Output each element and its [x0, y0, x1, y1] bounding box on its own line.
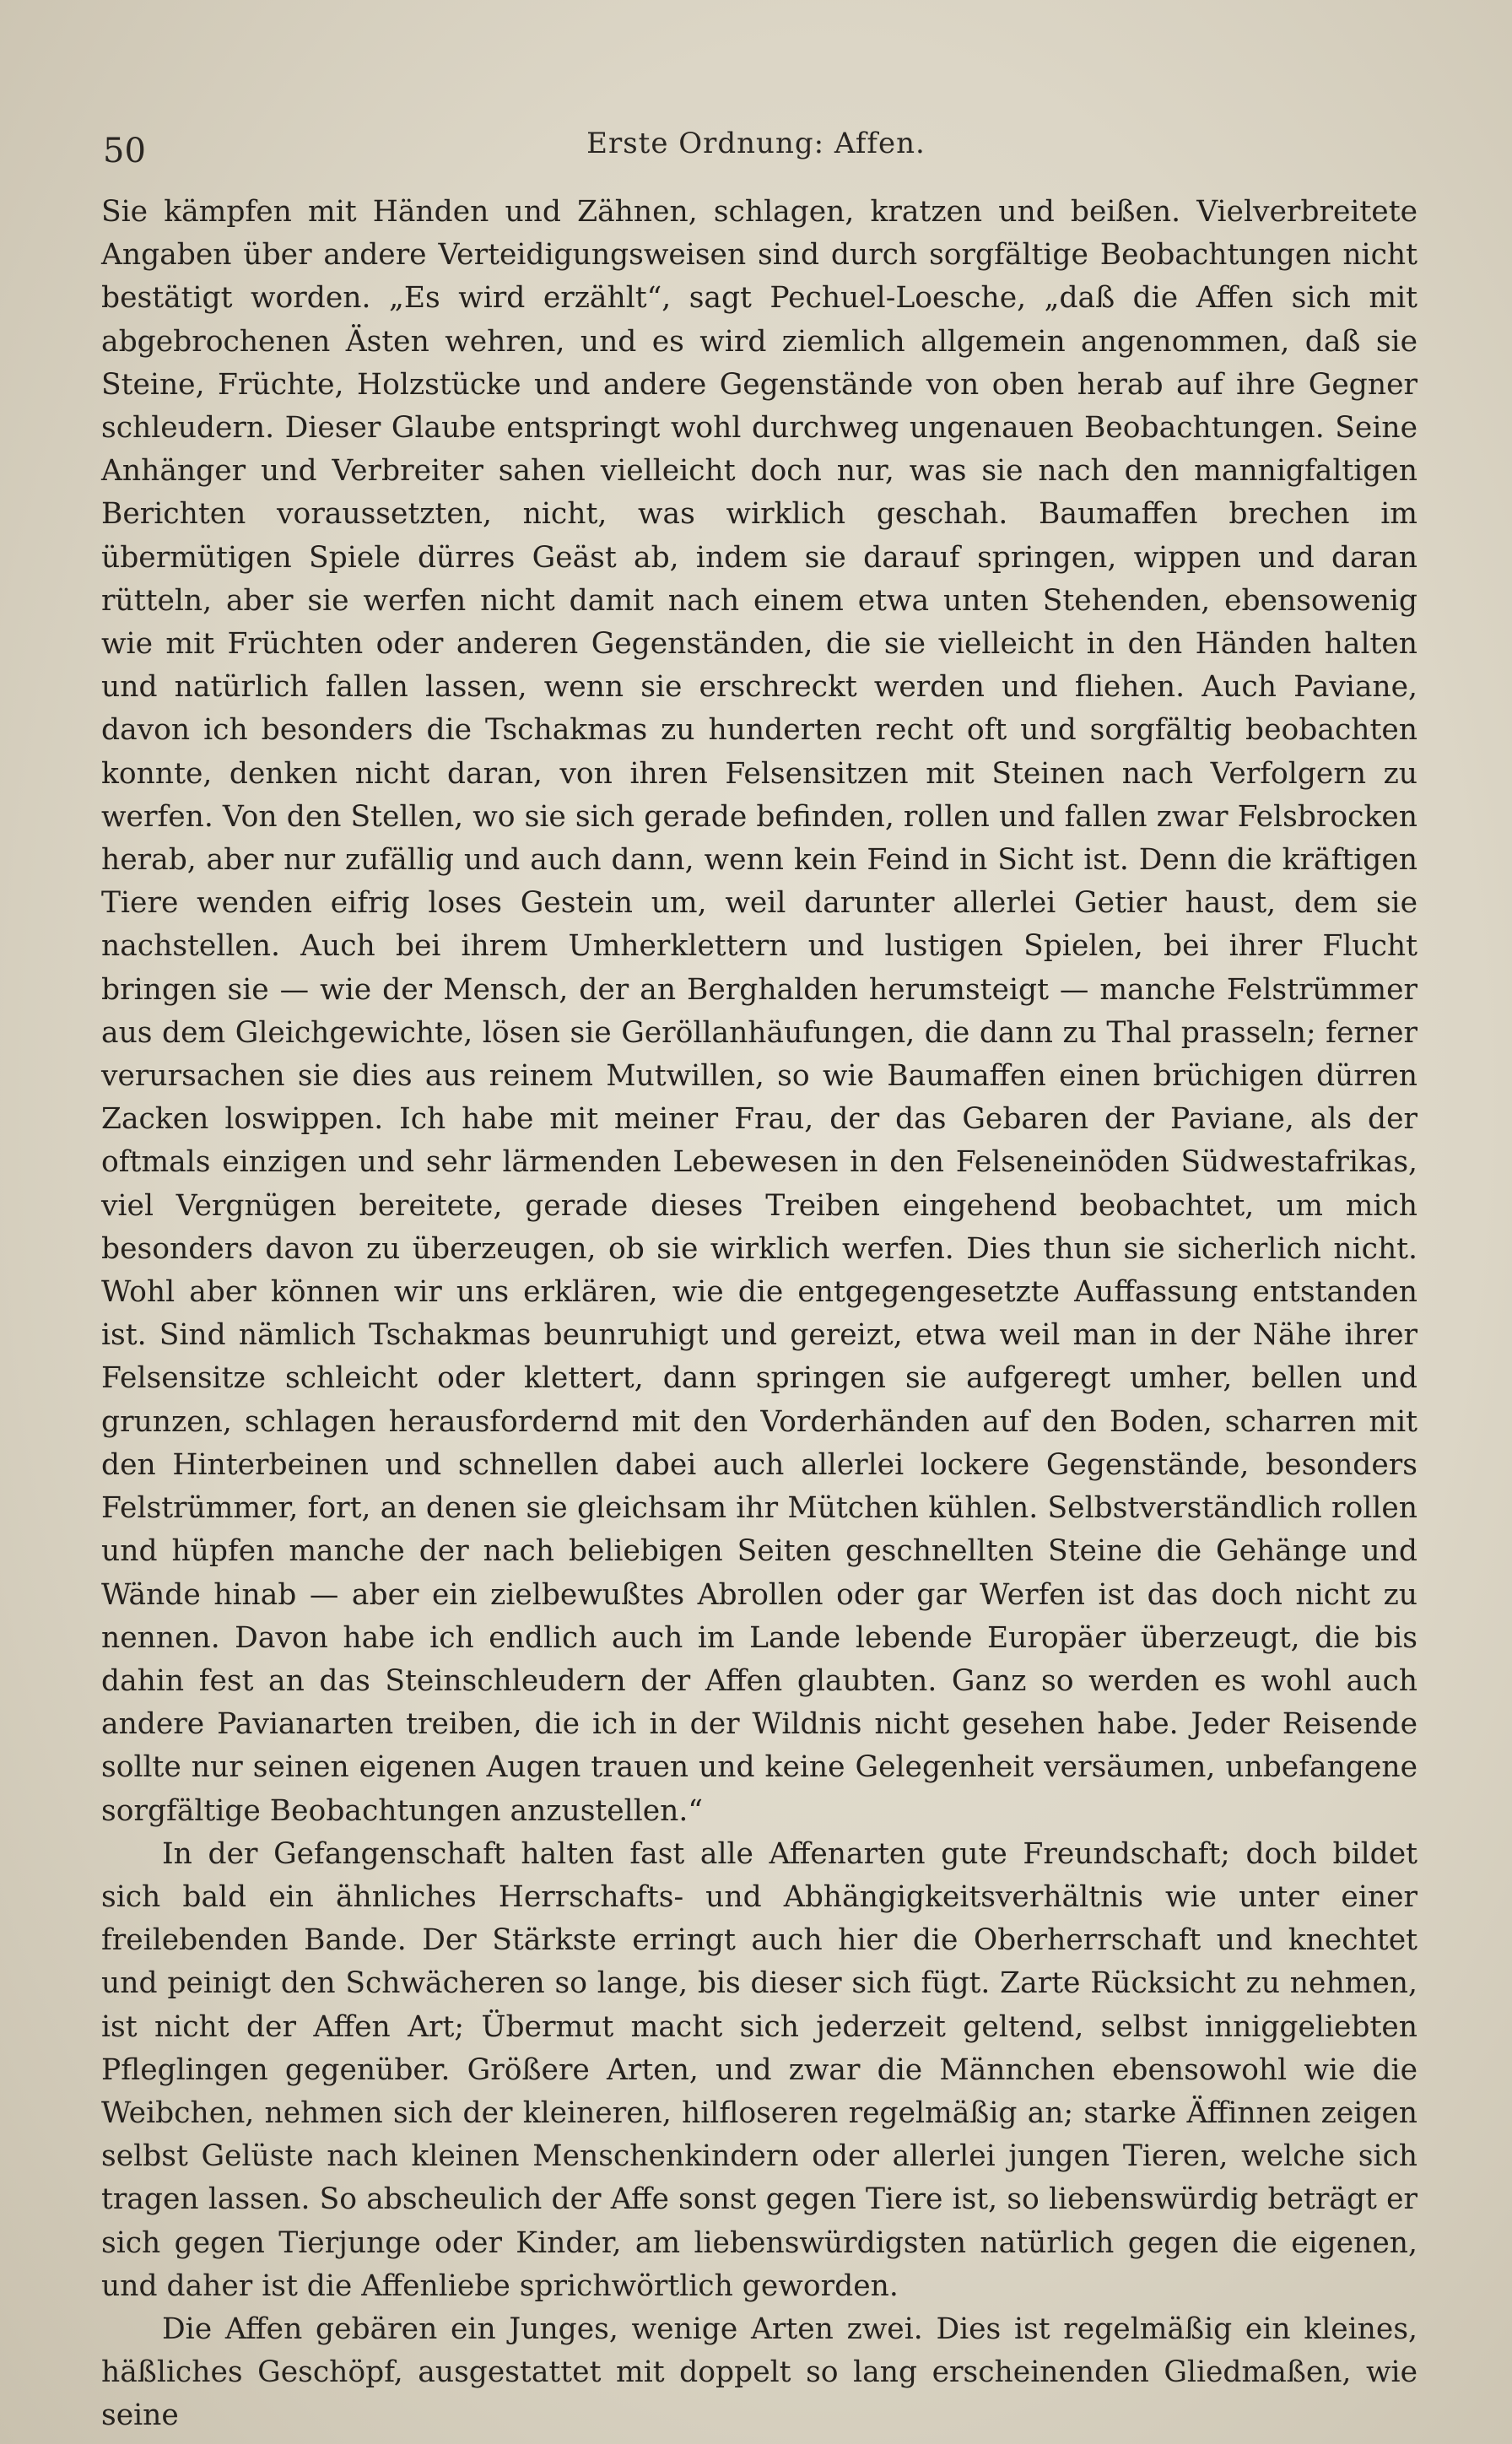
paragraph-2: In der Gefangenschaft halten fast alle Affenarten gute Freundschaft; doch bildet sich bald ein ähnliches Herrschafts- und Abhängigkeitsverhältnis wie unter einer freilebenden Bande. Der Stärkste erringt auch hier die Oberherrschaft und knechtet und peinigt den Schwächeren so lange, bis dieser sich fügt. Zarte Rücksicht zu nehmen, ist nicht der Affen Art; Übermut macht sich jederzeit geltend, selbst inniggeliebten Pfleglingen gegenüber. Größere Arten, und zwar die Männchen ebensowohl wie die Weibchen, nehmen sich der kleineren, hilfloseren regelmäßig an; starke Äffinnen zeigen selbst Gelüste nach kleinen Menschenkindern oder allerlei jungen Tieren, welche sich tragen lassen. So abscheulich der Affe sonst gegen Tiere ist, so liebenswürdig beträgt er sich gegen Tierjunge oder Kinder, am liebenswürdigsten natürlich gegen die eigenen, und daher ist die Affenliebe sprichwörtlich geworden. — [101, 1836, 1418, 2303]
body-text — [101, 191, 1418, 2438]
paragraph-3: Die Affen gebären ein Junges, wenige Arten zwei. Dies ist regelmäßig ein kleines, häßliches Geschöpf, ausgestattet mit doppelt so lang erscheinenden Gliedmaßen, wie seine — [101, 2312, 1418, 2433]
paragraph-1: Sie kämpfen mit Händen und Zähnen, schlagen, kratzen und beißen. Vielverbreitete Angaben über andere Verteidigungsweisen sind durch sorgfältige Beobachtungen nicht bestätigt worden. „Es wird erzählt“, sagt Pechuel-Loesche, „daß die Affen sich mit abgebrochenen Ästen wehren, und es wird ziemlich allgemein angenommen, daß sie Steine, Früchte, Holzstücke und andere Gegenstände von oben herab auf ihre Gegner schleudern. Dieser Glaube entspringt wohl durchweg ungenauen Beobachtungen. Seine Anhänger und Verbreiter sahen vielleicht doch nur, was sie nach den mannigfaltigen Berichten voraussetzten, nicht, was wirklich geschah. Baumaffen brechen im übermütigen Spiele dürres Geäst ab, indem sie darauf springen, wippen und daran rütteln, aber sie werfen nicht damit nach einem etwa unten Stehenden, ebensowenig wie mit Früchten oder anderen Gegenständen, die sie vielleicht in den Händen halten und natürlich fallen lassen, wenn sie erschreckt werden und fliehen. Auch Paviane, davon ich besonders die Tschakmas zu hunderten recht oft und sorgfältig beobachten konnte, denken nicht daran, von ihren Felsensitzen mit Steinen nach Verfolgern zu werfen. Von den Stellen, wo sie sich gerade befinden, rollen und fallen zwar Felsbrocken herab, aber nur zufällig und auch dann, wenn kein Feind in Sicht ist. Denn die kräftigen Tiere wenden eifrig loses Gestein um, weil darunter allerlei Getier haust, dem sie nachstellen. Auch bei ihrem Umherklettern und lustigen Spielen, bei ihrer Flucht bringen sie — wie der Mensch, der an Berghalden herumsteigt — manche Felstrümmer aus dem Gleichgewichte, lösen sie Geröllanhäufungen, die dann zu Thal prasseln; ferner verursachen sie dies aus reinem Mutwillen, so wie Baumaffen einen brüchigen dürren Zacken loswippen. Ich habe mit meiner Frau, der das Gebaren der Paviane, als der oftmals einzigen und sehr lärmenden Lebewesen in den Felseneinöden Südwestafrikas, viel Vergnügen bereitete, gerade dieses Treiben eingehend beobachtet, um mich besonders davon zu überzeugen, ob sie wirklich werfen. Dies thun sie sicherlich nicht. Wohl aber können wir uns erklären, wie die entgegengesetzte Auffassung entstanden ist. Sind nämlich Tschakmas beunruhigt und gereizt, etwa weil man in der Nähe ihrer Felsensitze schleicht oder klettert, dann springen sie aufgeregt umher, bellen und grunzen, schlagen herausfordernd mit den Vorderhänden auf den Boden, scharren mit den Hinterbeinen und schnellen dabei auch allerlei lockere Gegenstände, besonders Felstrümmer, fort, an denen sie gleichsam ihr Mütchen kühlen. Selbstverständlich rollen und hüpfen manche der nach beliebigen Seiten geschnellten Steine die Gehänge und Wände hinab — aber ein zielbewußtes Abrollen oder gar Werfen ist das doch nicht zu nennen. Davon habe ich endlich auch im Lande lebende Europäer überzeugt, die bis dahin fest an das Steinschleudern der Affen glaubten. Ganz so werden es wohl auch andere Pavianarten treiben, die ich in der Wildnis nicht gesehen habe. Jeder Reisende sollte nur seinen eigenen Augen trauen und keine Gelegenheit versäumen, unbefangene sorgfältige Beobachtungen anzustellen.“ — [101, 195, 1418, 1828]
page-header — [100, 125, 1412, 176]
running-head: Erste Ordnung: Affen. — [586, 127, 926, 160]
page-number: 50 — [103, 132, 146, 170]
